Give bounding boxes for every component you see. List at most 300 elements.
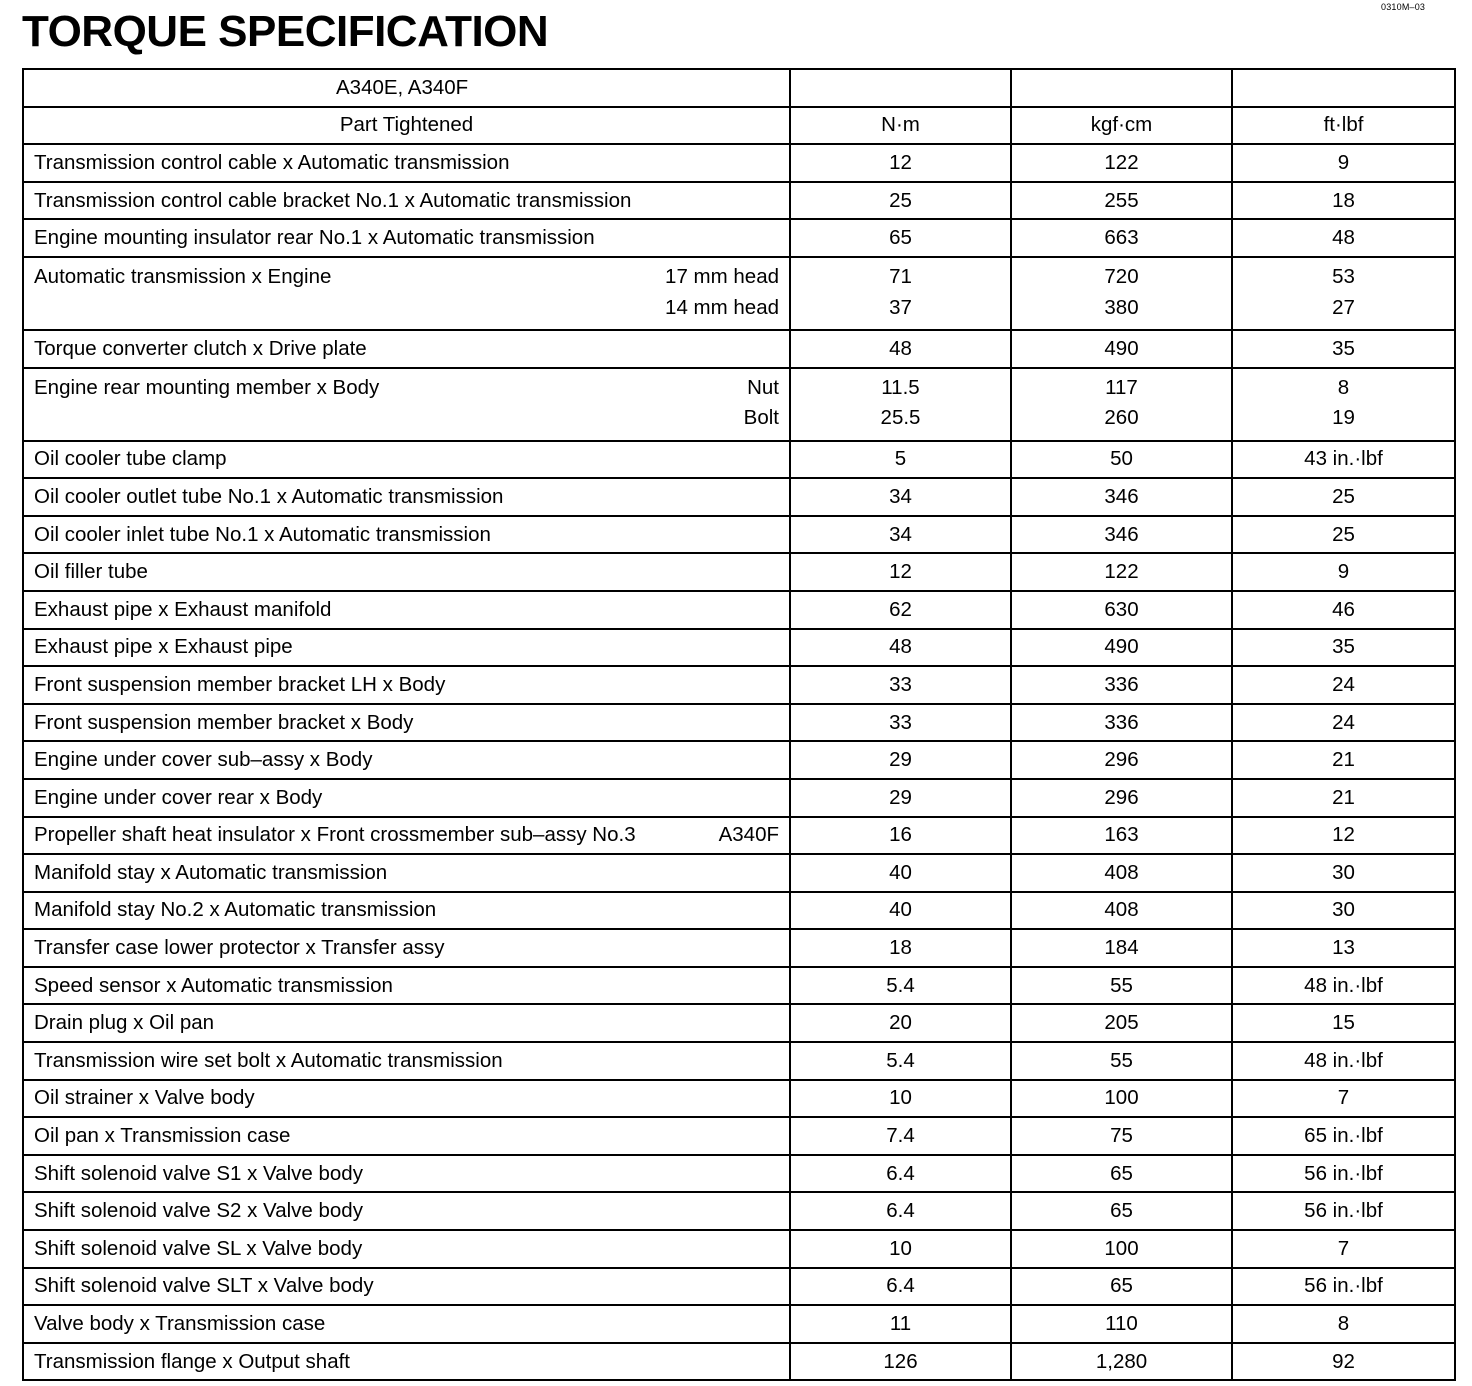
part-line [34, 373, 779, 404]
part-cell [23, 892, 790, 930]
value-ftlbf-cell [1232, 1080, 1455, 1118]
part-name: Engine mounting insulator rear No.1 x Automatic transmission [34, 226, 595, 250]
value-kgfcm-cell [1011, 219, 1232, 257]
value-kgfcm: 490 [1104, 336, 1139, 360]
value-nm-cell [790, 1080, 1011, 1118]
table-row [23, 1155, 1455, 1193]
part-cell [23, 591, 790, 629]
value-kgfcm: 346 [1104, 484, 1139, 508]
value-nm-cell [790, 1230, 1011, 1268]
value-nm-cell [790, 516, 1011, 554]
table-row [23, 929, 1455, 967]
value-nm: 65 [889, 226, 912, 250]
part-line [34, 519, 779, 550]
part-line [34, 292, 779, 323]
table-row [23, 553, 1455, 591]
value-kgfcm-cell [1011, 1268, 1232, 1306]
table-body [23, 144, 1455, 1380]
value-ftlbf-cell [1232, 666, 1455, 704]
value-ftlbf: 48 in.·lbf [1304, 1048, 1383, 1072]
part-name: Front suspension member bracket LH x Body [34, 672, 446, 696]
value-kgfcm: 336 [1104, 710, 1139, 734]
part-cell [23, 929, 790, 967]
value-ftlbf: 19 [1332, 406, 1355, 430]
value-ftlbf-cell [1232, 257, 1455, 330]
value-kgfcm: 50 [1110, 447, 1133, 471]
value-nm-cell [790, 1117, 1011, 1155]
part-line [34, 403, 779, 434]
part-cell [23, 1230, 790, 1268]
value-nm: 5.4 [886, 1048, 915, 1072]
part-name: Exhaust pipe x Exhaust manifold [34, 597, 332, 621]
value-ftlbf-cell [1232, 1004, 1455, 1042]
value-ftlbf-cell [1232, 1155, 1455, 1193]
table-row [23, 182, 1455, 220]
part-name: Transmission flange x Output shaft [34, 1349, 350, 1373]
part-note: Nut [747, 375, 779, 399]
value-nm-cell [790, 1042, 1011, 1080]
part-cell [23, 478, 790, 516]
value-kgfcm-cell [1011, 704, 1232, 742]
value-nm: 7.4 [886, 1124, 915, 1148]
part-cell [23, 330, 790, 368]
part-name: Oil pan x Transmission case [34, 1124, 291, 1148]
value-nm: 25.5 [880, 406, 921, 430]
part-cell [23, 817, 790, 855]
value-kgfcm: 255 [1104, 188, 1139, 212]
value-nm-cell [790, 182, 1011, 220]
part-line [34, 1309, 779, 1340]
part-cell [23, 144, 790, 182]
value-ftlbf-cell [1232, 1305, 1455, 1343]
value-ftlbf: 27 [1332, 295, 1355, 319]
part-line [34, 185, 779, 216]
part-cell [23, 1155, 790, 1193]
part-name: Oil cooler tube clamp [34, 447, 227, 471]
value-ftlbf-cell [1232, 704, 1455, 742]
value-ftlbf: 8 [1337, 1312, 1350, 1336]
value-nm-cell [790, 257, 1011, 330]
part-name: Manifold stay No.2 x Automatic transmission [34, 898, 437, 922]
value-nm-cell [790, 1004, 1011, 1042]
part-cell [23, 779, 790, 817]
part-line [34, 782, 779, 813]
value-ftlbf-cell [1232, 553, 1455, 591]
part-cell [23, 1305, 790, 1343]
part-name: Manifold stay x Automatic transmission [34, 860, 388, 884]
value-ftlbf-cell [1232, 817, 1455, 855]
value-ftlbf-cell [1232, 1343, 1455, 1381]
value-nm-cell [790, 1268, 1011, 1306]
value-ftlbf-cell [1232, 892, 1455, 930]
column-header-nm: N·m [790, 107, 1011, 145]
table-row [23, 478, 1455, 516]
part-line [34, 594, 779, 625]
value-ftlbf-cell [1232, 741, 1455, 779]
part-name: Torque converter clutch x Drive plate [34, 336, 367, 360]
table-row [23, 666, 1455, 704]
part-name: Transmission control cable bracket No.1 x Automatic transmission [34, 188, 632, 212]
value-ftlbf-cell [1232, 967, 1455, 1005]
value-kgfcm: 380 [1104, 295, 1139, 319]
value-nm: 29 [889, 748, 912, 772]
part-name: Front suspension member bracket x Body [34, 710, 414, 734]
value-nm: 18 [889, 936, 912, 960]
value-kgfcm-cell [1011, 330, 1232, 368]
value-nm-cell [790, 779, 1011, 817]
value-kgfcm: 100 [1104, 1086, 1139, 1110]
value-kgfcm-cell [1011, 817, 1232, 855]
value-kgfcm: 184 [1104, 936, 1139, 960]
value-kgfcm-cell [1011, 1042, 1232, 1080]
value-nm-cell [790, 741, 1011, 779]
part-line [34, 1196, 779, 1227]
value-nm: 33 [889, 710, 912, 734]
part-name: Shift solenoid valve S1 x Valve body [34, 1161, 363, 1185]
value-kgfcm-cell [1011, 1305, 1232, 1343]
part-line [34, 1046, 779, 1077]
value-nm: 5.4 [886, 973, 915, 997]
part-line [34, 1008, 779, 1039]
part-line [34, 148, 779, 179]
value-kgfcm-cell [1011, 854, 1232, 892]
value-ftlbf: 18 [1332, 188, 1355, 212]
value-ftlbf: 65 in.·lbf [1304, 1124, 1383, 1148]
value-nm: 33 [889, 672, 912, 696]
value-ftlbf: 9 [1337, 150, 1350, 174]
model-header-empty-cell [1011, 69, 1232, 107]
value-kgfcm: 55 [1110, 973, 1133, 997]
value-ftlbf-cell [1232, 368, 1455, 441]
table-row [23, 1004, 1455, 1042]
value-nm-cell [790, 330, 1011, 368]
table-row [23, 1117, 1455, 1155]
value-nm-cell [790, 1305, 1011, 1343]
part-cell [23, 368, 790, 441]
table-row [23, 441, 1455, 479]
value-ftlbf-cell [1232, 1042, 1455, 1080]
table-row [23, 368, 1455, 441]
table-row [23, 741, 1455, 779]
value-kgfcm-cell [1011, 967, 1232, 1005]
part-cell [23, 553, 790, 591]
value-ftlbf: 35 [1332, 336, 1355, 360]
value-ftlbf: 56 in.·lbf [1304, 1274, 1383, 1298]
part-line [34, 1121, 779, 1152]
value-kgfcm: 720 [1104, 265, 1139, 289]
value-kgfcm-cell [1011, 892, 1232, 930]
value-nm: 48 [889, 635, 912, 659]
value-kgfcm: 260 [1104, 406, 1139, 430]
part-line [34, 1234, 779, 1265]
table-row [23, 1042, 1455, 1080]
part-note: A340F [718, 823, 779, 847]
part-cell [23, 666, 790, 704]
value-nm-cell [790, 591, 1011, 629]
part-name: Oil filler tube [34, 560, 148, 584]
value-ftlbf: 92 [1332, 1349, 1355, 1373]
value-nm: 37 [889, 295, 912, 319]
part-line [34, 1158, 779, 1189]
value-ftlbf: 21 [1332, 748, 1355, 772]
value-kgfcm-cell [1011, 741, 1232, 779]
value-ftlbf: 46 [1332, 597, 1355, 621]
value-ftlbf: 30 [1332, 860, 1355, 884]
value-ftlbf: 7 [1337, 1086, 1350, 1110]
value-nm-cell [790, 219, 1011, 257]
value-ftlbf-cell [1232, 478, 1455, 516]
value-nm: 6.4 [886, 1274, 915, 1298]
value-ftlbf: 9 [1337, 560, 1350, 584]
column-header-ftlbf: ft·lbf [1232, 107, 1455, 145]
part-name: Automatic transmission x Engine [34, 265, 332, 289]
value-ftlbf-cell [1232, 854, 1455, 892]
value-nm: 40 [889, 860, 912, 884]
part-line [34, 1083, 779, 1114]
value-kgfcm: 110 [1105, 1312, 1138, 1336]
part-cell [23, 704, 790, 742]
value-kgfcm-cell [1011, 666, 1232, 704]
value-ftlbf: 48 in.·lbf [1304, 973, 1383, 997]
table-row [23, 892, 1455, 930]
value-nm-cell [790, 666, 1011, 704]
table-row [23, 1343, 1455, 1381]
value-ftlbf: 25 [1332, 484, 1355, 508]
table-row [23, 1192, 1455, 1230]
value-kgfcm-cell [1011, 144, 1232, 182]
document-code: 0310M–03 [1381, 2, 1426, 12]
value-nm: 10 [889, 1236, 912, 1260]
page-title: TORQUE SPECIFICATION [22, 7, 549, 56]
part-note: Bolt [743, 406, 779, 430]
table-row [23, 1230, 1455, 1268]
value-kgfcm: 1,280 [1095, 1349, 1148, 1373]
part-cell [23, 1268, 790, 1306]
value-kgfcm: 408 [1104, 898, 1139, 922]
value-kgfcm-cell [1011, 1155, 1232, 1193]
value-kgfcm-cell [1011, 182, 1232, 220]
value-kgfcm-cell [1011, 441, 1232, 479]
value-ftlbf-cell [1232, 1230, 1455, 1268]
part-cell [23, 1117, 790, 1155]
value-ftlbf-cell [1232, 182, 1455, 220]
value-nm: 126 [883, 1349, 918, 1373]
value-kgfcm-cell [1011, 591, 1232, 629]
part-cell [23, 1004, 790, 1042]
part-line [34, 670, 779, 701]
value-nm-cell [790, 144, 1011, 182]
value-ftlbf: 15 [1332, 1011, 1355, 1035]
table-row [23, 629, 1455, 667]
value-ftlbf-cell [1232, 441, 1455, 479]
table-row [23, 219, 1455, 257]
part-cell [23, 1080, 790, 1118]
table-row [23, 1305, 1455, 1343]
value-nm-cell [790, 478, 1011, 516]
table-row [23, 591, 1455, 629]
value-ftlbf-cell [1232, 591, 1455, 629]
value-kgfcm: 117 [1105, 375, 1138, 399]
value-kgfcm: 65 [1110, 1161, 1133, 1185]
part-line [34, 482, 779, 513]
value-kgfcm: 296 [1104, 785, 1139, 809]
part-name: Engine under cover rear x Body [34, 785, 323, 809]
value-kgfcm: 205 [1104, 1011, 1139, 1035]
value-kgfcm: 490 [1104, 635, 1139, 659]
value-ftlbf-cell [1232, 219, 1455, 257]
part-name: Transfer case lower protector x Transfer assy [34, 936, 445, 960]
value-nm: 12 [889, 150, 912, 174]
value-nm-cell [790, 704, 1011, 742]
part-line [34, 745, 779, 776]
model-label: A340E, A340F [23, 69, 790, 107]
value-nm-cell [790, 441, 1011, 479]
part-line [34, 858, 779, 889]
value-nm: 20 [889, 1011, 912, 1035]
value-nm: 11.5 [881, 375, 920, 399]
value-ftlbf-cell [1232, 779, 1455, 817]
value-nm: 16 [889, 823, 912, 847]
value-nm: 40 [889, 898, 912, 922]
value-kgfcm: 122 [1104, 560, 1139, 584]
value-ftlbf-cell [1232, 1117, 1455, 1155]
value-kgfcm: 65 [1110, 1274, 1133, 1298]
table-row [23, 779, 1455, 817]
value-nm: 34 [889, 522, 912, 546]
part-cell [23, 854, 790, 892]
value-kgfcm: 55 [1110, 1048, 1133, 1072]
part-note: 17 mm head [665, 265, 779, 289]
part-name: Drain plug x Oil pan [34, 1011, 215, 1035]
value-kgfcm: 408 [1104, 860, 1139, 884]
value-nm: 34 [889, 484, 912, 508]
part-name: Engine under cover sub–assy x Body [34, 748, 373, 772]
column-header-row [23, 107, 1455, 145]
value-ftlbf: 43 in.·lbf [1304, 447, 1383, 471]
value-ftlbf: 21 [1332, 785, 1355, 809]
value-kgfcm: 75 [1110, 1124, 1133, 1148]
value-ftlbf: 13 [1332, 936, 1355, 960]
part-line [34, 632, 779, 663]
part-name: Valve body x Transmission case [34, 1312, 326, 1336]
table-row [23, 704, 1455, 742]
table-row [23, 330, 1455, 368]
part-name: Oil cooler inlet tube No.1 x Automatic transmission [34, 522, 491, 546]
part-line [34, 262, 779, 293]
value-kgfcm-cell [1011, 929, 1232, 967]
part-cell [23, 967, 790, 1005]
part-line [34, 970, 779, 1001]
value-ftlbf: 35 [1332, 635, 1355, 659]
part-cell [23, 741, 790, 779]
value-kgfcm-cell [1011, 516, 1232, 554]
value-ftlbf-cell [1232, 629, 1455, 667]
value-kgfcm-cell [1011, 1080, 1232, 1118]
part-line [34, 895, 779, 926]
value-kgfcm: 336 [1104, 672, 1139, 696]
value-ftlbf: 8 [1337, 375, 1350, 399]
value-nm: 48 [889, 336, 912, 360]
value-nm-cell [790, 553, 1011, 591]
value-ftlbf-cell [1232, 1268, 1455, 1306]
value-ftlbf-cell [1232, 516, 1455, 554]
value-ftlbf: 12 [1332, 823, 1355, 847]
part-cell [23, 1343, 790, 1381]
part-line [34, 557, 779, 588]
part-cell [23, 441, 790, 479]
value-ftlbf: 56 in.·lbf [1304, 1199, 1383, 1223]
value-kgfcm: 122 [1104, 150, 1139, 174]
part-name: Oil cooler outlet tube No.1 x Automatic transmission [34, 484, 504, 508]
model-header-empty-cell [1232, 69, 1455, 107]
table-row [23, 257, 1455, 330]
value-ftlbf-cell [1232, 144, 1455, 182]
value-nm: 10 [889, 1086, 912, 1110]
part-name: Transmission control cable x Automatic transmission [34, 150, 510, 174]
value-nm: 29 [889, 785, 912, 809]
value-nm: 6.4 [886, 1161, 915, 1185]
part-name: Propeller shaft heat insulator x Front crossmember sub–assy No.3 [34, 823, 636, 847]
value-nm-cell [790, 929, 1011, 967]
part-name: Engine rear mounting member x Body [34, 375, 380, 399]
value-nm-cell [790, 629, 1011, 667]
table-row [23, 144, 1455, 182]
value-kgfcm-cell [1011, 553, 1232, 591]
model-header-empty-cell [790, 69, 1011, 107]
value-nm-cell [790, 1343, 1011, 1381]
value-nm: 62 [889, 597, 912, 621]
part-line [34, 820, 779, 851]
value-nm-cell [790, 817, 1011, 855]
value-kgfcm-cell [1011, 1004, 1232, 1042]
value-ftlbf: 24 [1332, 672, 1355, 696]
value-nm: 11 [889, 1312, 912, 1336]
value-nm: 25 [889, 188, 912, 212]
part-name: Exhaust pipe x Exhaust pipe [34, 635, 293, 659]
value-kgfcm-cell [1011, 368, 1232, 441]
value-kgfcm-cell [1011, 1343, 1232, 1381]
part-name: Shift solenoid valve S2 x Valve body [34, 1199, 363, 1223]
value-ftlbf: 48 [1332, 226, 1355, 250]
table-row [23, 1080, 1455, 1118]
value-kgfcm: 630 [1104, 597, 1139, 621]
table-row [23, 854, 1455, 892]
value-kgfcm-cell [1011, 629, 1232, 667]
part-name: Speed sensor x Automatic transmission [34, 973, 393, 997]
part-note: 14 mm head [665, 295, 779, 319]
value-ftlbf: 25 [1332, 522, 1355, 546]
value-nm-cell [790, 892, 1011, 930]
part-cell [23, 1192, 790, 1230]
value-kgfcm: 65 [1110, 1199, 1133, 1223]
value-nm-cell [790, 854, 1011, 892]
part-name: Oil strainer x Valve body [34, 1086, 255, 1110]
value-nm-cell [790, 1192, 1011, 1230]
part-cell [23, 257, 790, 330]
torque-spec-table [22, 68, 1456, 1381]
value-kgfcm: 346 [1104, 522, 1139, 546]
value-nm-cell [790, 368, 1011, 441]
value-ftlbf: 56 in.·lbf [1304, 1161, 1383, 1185]
part-line [34, 933, 779, 964]
value-nm: 12 [889, 560, 912, 584]
table-row [23, 817, 1455, 855]
value-kgfcm-cell [1011, 1230, 1232, 1268]
part-cell [23, 516, 790, 554]
table-row [23, 516, 1455, 554]
part-line [34, 707, 779, 738]
value-ftlbf: 7 [1337, 1236, 1350, 1260]
